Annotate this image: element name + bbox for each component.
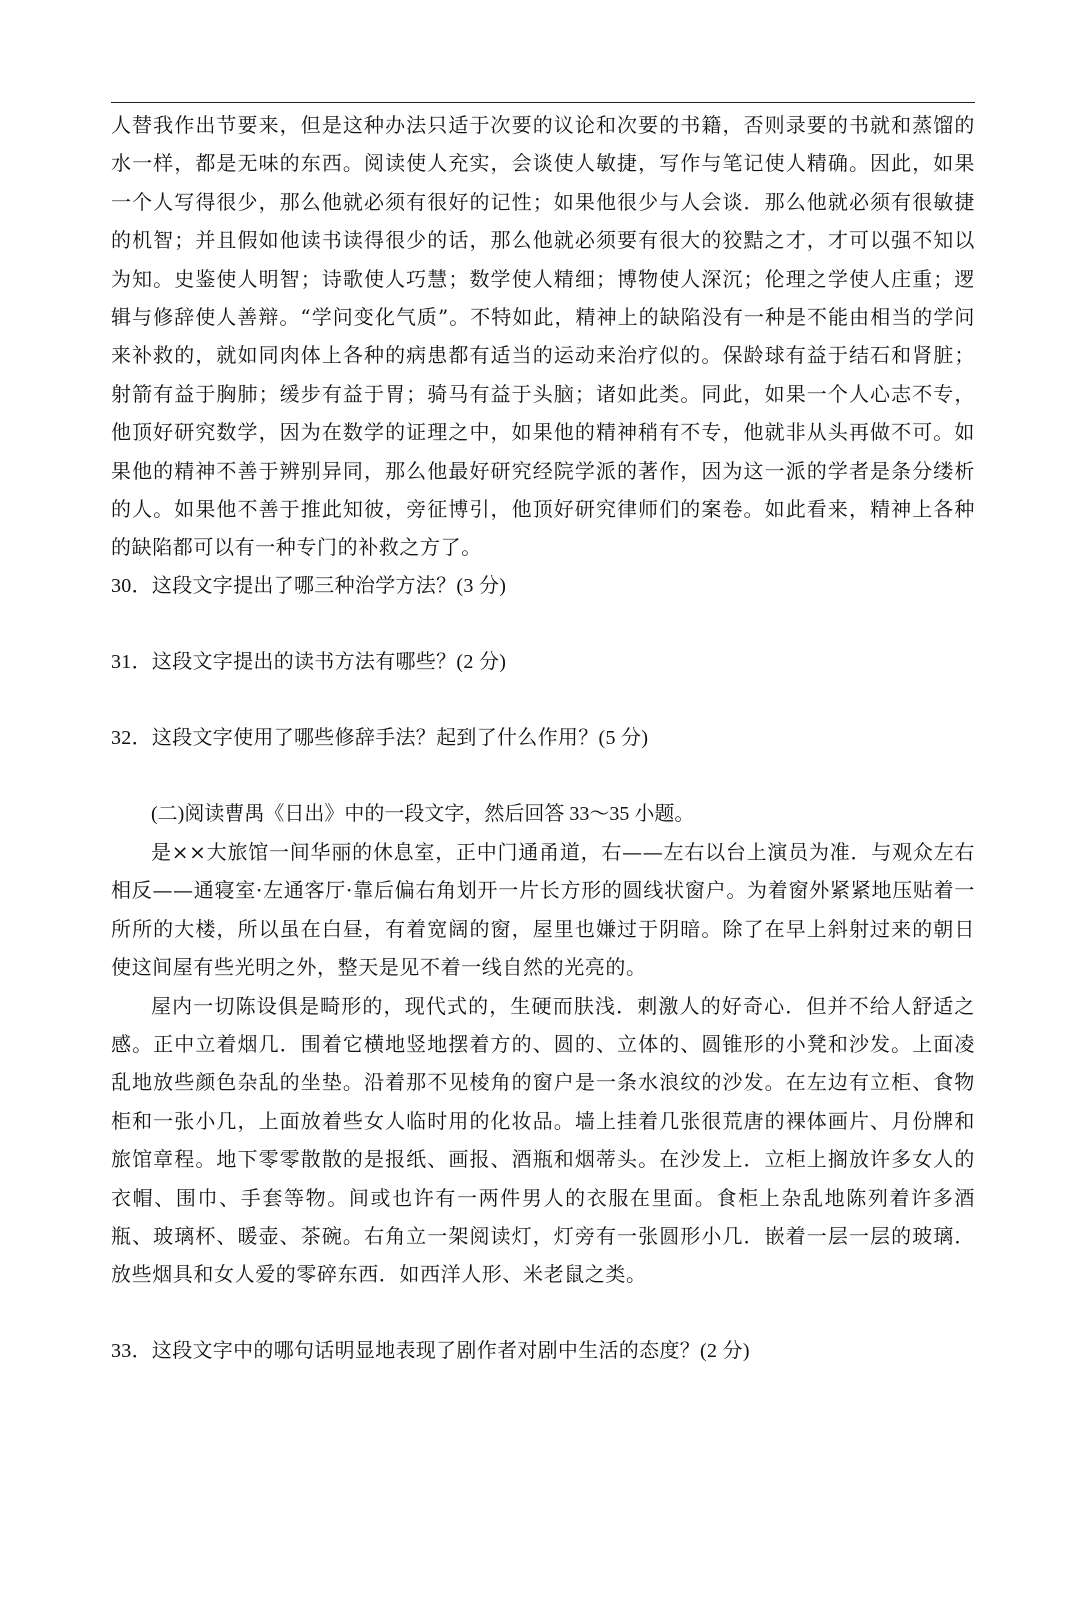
answer-space (111, 1294, 975, 1332)
answer-space (111, 605, 975, 643)
question-33: 33．这段文字中的哪句话明显地表现了剧作者对剧中生活的态度？(2 分) (111, 1339, 750, 1362)
header-rule (111, 102, 975, 103)
question-32: 32．这段文字使用了哪些修辞手法？起到了什么作用？(5 分) (111, 726, 649, 749)
question-31: 31．这段文字提出的读书方法有哪些？(2 分) (111, 650, 507, 673)
question-30: 30．这段文字提出了哪三种治学方法？(3 分) (111, 574, 507, 597)
section-intro: (二)阅读曹禺《日出》中的一段文字，然后回答 33～35 小题。 (151, 802, 695, 825)
answer-space (111, 757, 975, 795)
drama-paragraph-1: 是××大旅馆一间华丽的休息室，正中门通甬道，右——左右以台上演员为准．与观众左右相反——通寝室·左通客厅·靠后偏右角划开一片长方形的圆线状窗户。为着窗外紧紧地压贴着一所所的大楼，所以虽在白昼，有着宽阔的窗，屋里也嫌过于阴暗。除了在早上斜射过来的朝日使这间屋有些光明之外，整天是见不着一线自然的光亮的。 (111, 839, 975, 980)
drama-paragraph-2: 屋内一切陈设俱是畸形的，现代式的，生硬而肤浅．刺激人的好奇心．但并不给人舒适之感。正中立着烟几．围着它横地竖地摆着方的、圆的、立体的、圆锥形的小凳和沙发。上面凌乱地放些颜色杂乱的坐垫。沿着那不见棱角的窗户是一条水浪纹的沙发。在左边有立柜、食物柜和一张小几，上面放着些女人临时用的化妆品。墙上挂着几张很荒唐的裸体画片、月份牌和旅馆章程。地下零零散散的是报纸、画报、酒瓶和烟蒂头。在沙发上．立柜上搁放许多女人的衣帽、围巾、手套等物。间或也许有一两件男人的衣服在里面。食柜上杂乱地陈列着许多酒瓶、玻璃杯、暖壶、茶碗。右角立一架阅读灯，灯旁有一张圆形小几．嵌着一层一层的玻璃．放些烟具和女人爱的零碎东西．如西洋人形、米老鼠之类。 (111, 993, 975, 1287)
passage-paragraph: 人替我作出节要来，但是这种办法只适于次要的议论和次要的书籍，否则录要的书就和蒸馏的水一样，都是无味的东西。阅读使人充实，会谈使人敏捷，写作与笔记使人精确。因此，如果一个人写得很少，那么他就必须有很好的记性；如果他很少与人会谈．那么他就必须有很敏捷的机智；并且假如他读书读得很少的话，那么他就必须要有很大的狡黠之才，才可以强不知以为知。史鉴使人明智；诗歌使人巧慧；数学使人精细；博物使人深沉；伦理之学使人庄重；逻辑与修辞使人善辩。“学问变化气质”。不特如此，精神上的缺陷没有一种是不能由相当的学问来补救的，就如同肉体上各种的病患都有适当的运动来治疗似的。保龄球有益于结石和肾脏；射箭有益于胸肺；缓步有益于胃；骑马有益于头脑；诸如此类。同此，如果一个人心志不专，他顶好研究数学，因为在数学的证理之中，如果他的精神稍有不专，他就非从头再做不可。如果他的精神不善于辨别异同，那么他最好研究经院学派的著作，因为这一派的学者是条分缕析的人。如果他不善于推此知彼，旁征博引，他顶好研究律师们的案卷。如此看来，精神上各种的缺陷都可以有一种专门的补救之方了。 (111, 113, 975, 560)
answer-space (111, 681, 975, 719)
document-page (111, 106, 975, 1370)
